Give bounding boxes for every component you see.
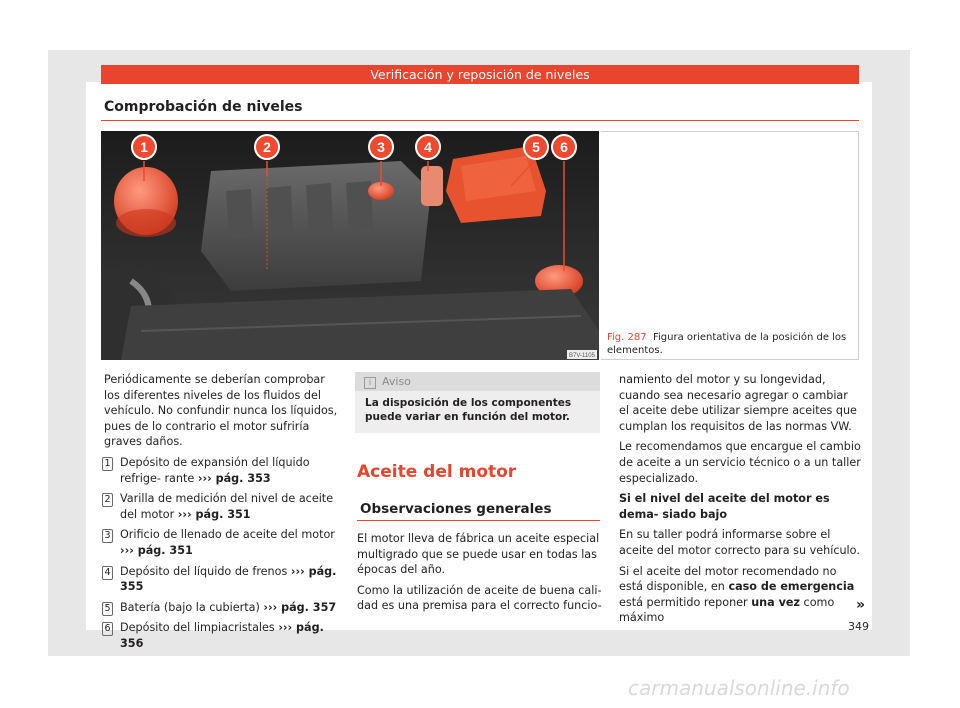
list-item: 4 Depósito del líquido de frenos ››› pág. 355 xyxy=(104,564,344,595)
svg-text:1: 1 xyxy=(140,139,148,155)
chapter-banner: Verificación y reposición de niveles xyxy=(101,65,859,84)
section-title: Comprobación de niveles xyxy=(104,99,303,115)
list-item: 5 Batería (bajo la cubierta) ››› pág. 357 xyxy=(104,600,344,616)
callout-marker-5 xyxy=(524,135,548,159)
page-ref-link[interactable]: ››› pág. 351 xyxy=(120,543,193,557)
callout-marker-1 xyxy=(132,135,156,159)
callout-marker-2 xyxy=(255,135,279,159)
subheading-observaciones: Observaciones generales xyxy=(360,501,552,517)
paragraph: El motor lleva de fábrica un aceite especial multigrado que se puede usar en todas las épocas del año. xyxy=(357,532,600,577)
column-3 xyxy=(619,372,861,631)
paragraph: Le recomendamos que encargue el cambio de aceite a un servicio técnico o a un taller especializado. xyxy=(619,440,861,485)
svg-text:3: 3 xyxy=(377,139,385,155)
svg-text:4: 4 xyxy=(424,139,432,155)
intro-paragraph: Periódicamente se deberían comprobar los diferentes niveles de los fluidos del vehículo. No confundir nunca los líquidos, pues de lo contrario el motor sufriría graves daños. xyxy=(104,373,338,449)
watermark: carmanualsonline.info xyxy=(628,676,850,700)
notice-body: La disposición de los componentes puede variar en función del motor. xyxy=(365,397,572,423)
notice-title: Aviso xyxy=(382,375,411,388)
bold-subheading: Si el nivel del aceite del motor es dema- siado bajo xyxy=(619,492,830,521)
figure-caption xyxy=(607,332,847,357)
page-ref-link[interactable]: ››› pág. 351 xyxy=(177,507,251,521)
engine-bay-photo xyxy=(101,131,599,360)
paragraph: En su taller podrá informarse sobre el aceite del motor correcto para su vehículo. xyxy=(619,528,860,557)
figure-caption-text: Figura orientativa de la posición de los elementos. xyxy=(607,332,847,356)
continue-mark: » xyxy=(856,597,866,613)
notice-box xyxy=(355,372,600,433)
page-ref-link[interactable]: ››› pág. 353 xyxy=(197,471,271,485)
svg-text:5: 5 xyxy=(532,139,540,155)
list-item: 6 Depósito del limpiacristales ››› pág. 356 xyxy=(104,620,344,651)
callout-marker-4 xyxy=(416,135,440,159)
page-ref-link[interactable]: ››› pág. 355 xyxy=(120,564,337,594)
page-ref-link[interactable]: ››› pág. 357 xyxy=(263,600,337,614)
paragraph: namiento del motor y su longevidad, cuando sea necesario agregar o cambiar el aceite debe utilizar siempre aceites que cumplan los requisitos de las normas VW. xyxy=(619,373,857,433)
list-item: 1 Depósito de expansión del líquido refrige- rante ››› pág. 353 xyxy=(104,455,344,486)
callout-marker-3 xyxy=(369,135,393,159)
column-2 xyxy=(357,531,602,619)
subheading-divider xyxy=(357,520,600,521)
info-icon: i xyxy=(364,377,376,389)
title-divider xyxy=(101,120,859,121)
list-item: 3 Orificio de llenado de aceite del motor ››› pág. 351 xyxy=(104,527,344,558)
image-code: B7V-1105 xyxy=(569,353,595,359)
callout-marker-6 xyxy=(552,135,576,159)
svg-text:2: 2 xyxy=(263,139,271,155)
figure-number: Fig. 287 xyxy=(607,332,647,343)
page-ref-link[interactable]: ››› pág. 356 xyxy=(120,621,324,650)
column-1 xyxy=(104,372,344,657)
paragraph: Como la utilización de aceite de buena cali- dad es una premisa para el correcto funcio- xyxy=(357,583,602,613)
figure-caption-box xyxy=(601,131,859,360)
list-item: 2 Varilla de medición del nivel de aceite del motor ››› pág. 351 xyxy=(104,491,344,522)
paragraph: Si el aceite del motor recomendado no está disponible, en caso de emergencia está permitido reponer una vez como máximo xyxy=(619,564,855,625)
svg-text:6: 6 xyxy=(560,139,568,155)
notice-header xyxy=(355,372,600,391)
page-number: 349 xyxy=(848,620,869,633)
heading-aceite: Aceite del motor xyxy=(357,462,517,482)
